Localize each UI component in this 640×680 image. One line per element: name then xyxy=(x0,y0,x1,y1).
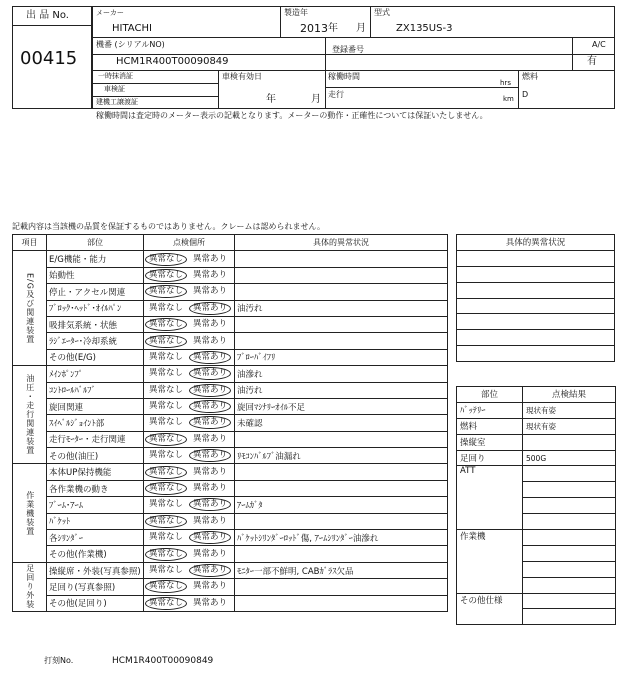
result-ng xyxy=(188,416,232,429)
disclaimer: 記載内容は当該機の品質を保証するものではありません。クレームは認められません。 xyxy=(12,222,325,231)
ok-label: 異常なし xyxy=(145,269,187,282)
part-header: 部位 xyxy=(457,387,523,403)
year-unit: 年 xyxy=(328,23,338,34)
year-label: 製造年 xyxy=(284,8,308,17)
expiry-month-unit: 月 xyxy=(311,94,321,105)
ng-label: 異常あり xyxy=(189,498,231,511)
result-ng xyxy=(188,254,232,265)
ok-label: 異常なし xyxy=(149,351,184,362)
ng-label: 異常あり xyxy=(189,302,231,315)
model-label: 型式 xyxy=(374,8,390,17)
result-ok xyxy=(144,499,188,510)
detail-text: ﾌﾞﾛｰﾊﾞｲﾌﾘ xyxy=(235,349,448,365)
year-value: 2013 xyxy=(300,22,328,35)
result-ng xyxy=(188,351,232,364)
result-ng xyxy=(188,336,232,347)
stamp-value: HCM1R400T00090849 xyxy=(112,656,214,666)
result-part: 操縦室 xyxy=(457,434,523,450)
detail-text xyxy=(235,431,448,447)
category-label: E/G及び関連装置 xyxy=(13,251,47,366)
part-name: その他(油圧) xyxy=(47,448,144,464)
detail-text xyxy=(235,513,448,529)
ng-label: 異常あり xyxy=(193,253,228,264)
detail-text xyxy=(235,333,448,349)
check-result xyxy=(144,497,235,513)
detail-text: 油汚れ xyxy=(235,382,448,398)
result-header-row xyxy=(457,387,616,403)
ng-label: 異常あり xyxy=(189,367,231,380)
ng-label: 異常あり xyxy=(193,597,228,608)
att-label: ATT xyxy=(457,466,523,530)
blank-cell xyxy=(523,498,616,514)
hours-note: 稼働時間は査定時のメーター表示の記載となります。メーターの動作・正確性については保証いたしません。 xyxy=(96,111,488,120)
result-ng xyxy=(188,270,232,281)
inspection-row xyxy=(13,579,448,595)
result-ng xyxy=(188,467,232,478)
check-result xyxy=(144,333,235,349)
part-name: ﾌﾞｰﾑ･ｱｰﾑ xyxy=(47,497,144,513)
detail-text xyxy=(235,267,448,283)
part-name: 操縦席・外装(写真参照) xyxy=(47,562,144,578)
category-label: 油圧・走行関連装置 xyxy=(13,366,47,464)
result-ok xyxy=(144,548,188,561)
hrs-unit: hrs xyxy=(500,79,511,87)
result-part: ﾊﾞｯﾃﾘｰ xyxy=(457,402,523,418)
ng-label: 異常あり xyxy=(193,515,228,526)
ok-label: 異常なし xyxy=(145,318,187,331)
result-ok xyxy=(144,368,188,379)
abnormal-header-row xyxy=(457,235,615,251)
result-row xyxy=(457,434,616,450)
check-result xyxy=(144,284,235,300)
blank-cell xyxy=(523,514,616,530)
ok-label: 異常なし xyxy=(149,450,184,461)
result-table xyxy=(456,386,616,625)
check-result xyxy=(144,530,235,546)
blank-cell xyxy=(457,314,615,330)
result-value: 現状有姿 xyxy=(523,402,616,418)
result-ng xyxy=(188,400,232,413)
inspection-row xyxy=(13,497,448,513)
ok-label: 異常なし xyxy=(145,466,187,479)
result-ng xyxy=(188,581,232,592)
inspection-table xyxy=(12,234,448,612)
blank-cell xyxy=(523,609,616,625)
month-unit: 月 xyxy=(356,23,366,34)
result-ok xyxy=(144,580,188,593)
detail-text xyxy=(235,316,448,332)
check-result xyxy=(144,513,235,529)
lot-label: 出 品 No. xyxy=(26,10,69,21)
part-name: ｽｲﾍﾞﾙｼﾞｮｲﾝﾄ部 xyxy=(47,415,144,431)
check-result xyxy=(144,415,235,431)
abnormal-blank-row xyxy=(457,314,615,330)
result-ok xyxy=(144,515,188,528)
blank-cell xyxy=(523,466,616,482)
check-result xyxy=(144,546,235,562)
blank-cell xyxy=(523,593,616,609)
other-spec-row xyxy=(457,593,616,609)
part-name: その他(作業機) xyxy=(47,546,144,562)
part-name: 本体UP保持機能 xyxy=(47,464,144,480)
km-unit: km xyxy=(503,95,514,103)
ok-label: 異常なし xyxy=(145,335,187,348)
ng-label: 異常あり xyxy=(189,449,231,462)
result-ok xyxy=(144,433,188,446)
check-result xyxy=(144,251,235,267)
blank-cell xyxy=(523,577,616,593)
expiry-year-unit: 年 xyxy=(266,94,276,105)
detail-text xyxy=(235,251,448,267)
abnormal-blank-row xyxy=(457,298,615,314)
other-spec-label: その他仕様 xyxy=(457,593,523,625)
result-value xyxy=(523,434,616,450)
detail-text: ﾊﾞｹｯﾄｼﾘﾝﾀﾞｰﾛｯﾄﾞ傷, ｱｰﾑｼﾘﾝﾀﾞｰ油滲れ xyxy=(235,530,448,546)
ng-label: 異常あり xyxy=(193,335,228,346)
result-header: 点検結果 xyxy=(523,387,616,403)
check-result xyxy=(144,349,235,365)
result-ok xyxy=(144,565,188,576)
result-ng xyxy=(188,319,232,330)
check-result xyxy=(144,366,235,382)
result-ng xyxy=(188,564,232,577)
inspection-row xyxy=(13,300,448,316)
detail-text xyxy=(235,546,448,562)
ng-label: 異常あり xyxy=(193,483,228,494)
abnormal-blank-row xyxy=(457,346,615,362)
inspection-row xyxy=(13,333,448,349)
detail-text xyxy=(235,284,448,300)
part-name: その他(足回り) xyxy=(47,595,144,611)
work-machine-label: 作業機 xyxy=(457,530,523,594)
mileage-label: 走行 xyxy=(328,90,344,99)
check-result xyxy=(144,448,235,464)
maker-label: メーカー xyxy=(96,9,124,17)
result-part: 足回り xyxy=(457,450,523,466)
detail-text: ｱｰﾑｶﾞﾀ xyxy=(235,497,448,513)
inspection-row xyxy=(13,464,448,480)
inspection-row xyxy=(13,546,448,562)
check-result xyxy=(144,595,235,611)
part-name: 各作業機の動き xyxy=(47,480,144,496)
detail-text xyxy=(235,464,448,480)
ok-label: 異常なし xyxy=(145,433,187,446)
part-name: ﾗｼﾞｴｰﾀｰ･冷却系統 xyxy=(47,333,144,349)
ac-value: 有 xyxy=(587,56,597,67)
maker-value: HITACHI xyxy=(112,23,152,34)
detail-text: 未確認 xyxy=(235,415,448,431)
ok-label: 異常なし xyxy=(149,401,184,412)
ng-label: 異常あり xyxy=(193,548,228,559)
category-label: 作業機装置 xyxy=(13,464,47,562)
header-part: 部位 xyxy=(47,235,144,251)
category-label: 足回り外装 xyxy=(13,562,47,611)
lot-number: 00415 xyxy=(20,48,78,69)
inspection-row xyxy=(13,316,448,332)
result-ok xyxy=(144,482,188,495)
result-ng xyxy=(188,384,232,397)
result-ok xyxy=(144,253,188,266)
inspection-cert-label: 車検証 xyxy=(104,85,125,93)
detail-text: ﾘﾓｺﾝﾊﾞﾙﾌﾞ油漏れ xyxy=(235,448,448,464)
inspection-row xyxy=(13,284,448,300)
abnormal-table xyxy=(456,234,615,362)
blank-cell xyxy=(457,250,615,266)
inspection-row xyxy=(13,595,448,611)
fuel-value: D xyxy=(522,90,529,99)
check-result xyxy=(144,300,235,316)
ng-label: 異常あり xyxy=(189,400,231,413)
ok-label: 異常なし xyxy=(145,515,187,528)
result-ng xyxy=(188,302,232,315)
part-name: ｺﾝﾄﾛｰﾙﾊﾞﾙﾌﾞ xyxy=(47,382,144,398)
ok-label: 異常なし xyxy=(149,368,184,379)
result-ok xyxy=(144,269,188,282)
part-name: ﾌﾞﾛｯｸ･ﾍｯﾄﾞ･ｵｲﾙﾊﾟﾝ xyxy=(47,300,144,316)
serial-value: HCM1R400T00090849 xyxy=(116,56,229,67)
ng-label: 異常あり xyxy=(189,564,231,577)
inspection-row xyxy=(13,349,448,365)
check-result xyxy=(144,464,235,480)
ng-label: 異常あり xyxy=(189,416,231,429)
result-value: 500G xyxy=(523,450,616,466)
detail-text: ﾓﾆﾀｰ一部不鮮明, CABｶﾞﾗｽ欠品 xyxy=(235,562,448,578)
result-ng xyxy=(188,286,232,297)
check-result xyxy=(144,398,235,414)
result-ng xyxy=(188,434,232,445)
check-result xyxy=(144,480,235,496)
detail-text: 旋回ﾏｼﾅﾘｰｵｲﾙ不足 xyxy=(235,398,448,414)
part-name: 走行ﾓｰﾀｰ・走行関連 xyxy=(47,431,144,447)
ok-label: 異常なし xyxy=(145,253,187,266)
ng-label: 異常あり xyxy=(189,351,231,364)
blank-cell xyxy=(457,346,615,362)
abnormal-blank-row xyxy=(457,330,615,346)
part-name: ﾊﾞｹｯﾄ xyxy=(47,513,144,529)
inspection-expiry-label: 車検有効日 xyxy=(222,72,262,81)
inspection-header-row xyxy=(13,235,448,251)
result-ok xyxy=(144,352,188,363)
ok-label: 異常なし xyxy=(145,285,187,298)
result-ok xyxy=(144,285,188,298)
result-ng xyxy=(188,367,232,380)
inspection-row xyxy=(13,431,448,447)
blank-cell xyxy=(457,266,615,282)
check-result xyxy=(144,562,235,578)
part-name: その他(E/G) xyxy=(47,349,144,365)
result-part: 燃料 xyxy=(457,418,523,434)
header-detail: 具体的異常状況 xyxy=(235,235,448,251)
result-ok xyxy=(144,303,188,314)
detail-text: 油汚れ xyxy=(235,300,448,316)
part-name: 始動性 xyxy=(47,267,144,283)
inspection-row xyxy=(13,382,448,398)
inspection-row xyxy=(13,415,448,431)
ok-label: 異常なし xyxy=(149,565,184,575)
inspection-row xyxy=(13,448,448,464)
result-row xyxy=(457,402,616,418)
blank-cell xyxy=(457,298,615,314)
ok-label: 異常なし xyxy=(149,532,184,543)
serial-label: 機番 (シリアルNO) xyxy=(96,40,165,49)
registration-label: 登録番号 xyxy=(332,45,364,54)
check-result xyxy=(144,267,235,283)
inspection-row xyxy=(13,513,448,529)
ng-label: 異常あり xyxy=(193,466,228,477)
blank-cell xyxy=(457,330,615,346)
ok-label: 異常なし xyxy=(149,499,184,510)
abnormal-blank-row xyxy=(457,266,615,282)
blank-cell xyxy=(523,482,616,498)
result-ok xyxy=(144,597,188,610)
result-ok xyxy=(144,385,188,396)
check-result xyxy=(144,431,235,447)
result-ok xyxy=(144,532,188,543)
result-ok xyxy=(144,335,188,348)
result-ok xyxy=(144,318,188,331)
ng-label: 異常あり xyxy=(193,286,228,297)
abnormal-blank-row xyxy=(457,282,615,298)
ng-label: 異常あり xyxy=(193,319,228,330)
result-ng xyxy=(188,449,232,462)
work-machine-row xyxy=(457,530,616,546)
result-ok xyxy=(144,401,188,412)
ok-label: 異常なし xyxy=(145,548,187,561)
inspection-row xyxy=(13,530,448,546)
ng-label: 異常あり xyxy=(193,269,228,280)
result-ng xyxy=(188,498,232,511)
blank-cell xyxy=(523,545,616,561)
inspection-row xyxy=(13,398,448,414)
result-ng xyxy=(188,598,232,609)
blank-cell xyxy=(523,561,616,577)
inspection-row xyxy=(13,251,448,267)
result-ng xyxy=(188,549,232,560)
header-item: 項目 xyxy=(13,235,47,251)
result-value: 現状有姿 xyxy=(523,418,616,434)
ok-label: 異常なし xyxy=(149,384,184,395)
header-checkpoint: 点検個所 xyxy=(144,235,235,251)
result-ng xyxy=(188,516,232,527)
result-ok xyxy=(144,466,188,479)
result-ng xyxy=(188,531,232,544)
detail-text xyxy=(235,579,448,595)
inspection-row xyxy=(13,480,448,496)
check-result xyxy=(144,579,235,595)
model-value: ZX135US-3 xyxy=(396,23,453,34)
part-name: 停止・アクセル関連 xyxy=(47,284,144,300)
ok-label: 異常なし xyxy=(145,482,187,495)
acquisition-cert-label: 建機工譲渡証 xyxy=(96,98,138,106)
ok-label: 異常なし xyxy=(149,302,184,313)
result-ng xyxy=(188,483,232,494)
ng-label: 異常あり xyxy=(189,384,231,397)
part-name: 旋回関連 xyxy=(47,398,144,414)
temp-permit-label: 一時抹消証 xyxy=(98,72,133,80)
inspection-row xyxy=(13,562,448,578)
result-ok xyxy=(144,417,188,428)
check-result xyxy=(144,316,235,332)
detail-text: 油滲れ xyxy=(235,366,448,382)
abnormal-header: 具体的異常状況 xyxy=(457,235,615,251)
part-name: E/G機能・能力 xyxy=(47,251,144,267)
ok-label: 異常なし xyxy=(149,417,184,428)
blank-cell xyxy=(523,530,616,546)
ok-label: 異常なし xyxy=(145,580,187,593)
ng-label: 異常あり xyxy=(189,531,231,544)
part-name: ﾒｲﾝﾎﾟﾝﾌﾟ xyxy=(47,366,144,382)
stamp-label: 打刻No. xyxy=(44,656,74,665)
part-name: 足回り(写真参照) xyxy=(47,579,144,595)
blank-cell xyxy=(457,282,615,298)
inspection-row xyxy=(13,267,448,283)
ng-label: 異常あり xyxy=(193,581,228,592)
att-row xyxy=(457,466,616,482)
detail-text xyxy=(235,480,448,496)
abnormal-blank-row xyxy=(457,250,615,266)
ac-label: A/C xyxy=(592,40,606,49)
part-name: 吸排気系統・状態 xyxy=(47,316,144,332)
result-ok xyxy=(144,450,188,461)
fuel-label: 燃料 xyxy=(522,72,538,81)
result-row xyxy=(457,450,616,466)
hours-label: 稼働時間 xyxy=(328,72,360,81)
check-result xyxy=(144,382,235,398)
part-name: 各ｼﾘﾝﾀﾞｰ xyxy=(47,530,144,546)
detail-text xyxy=(235,595,448,611)
inspection-row xyxy=(13,366,448,382)
ng-label: 異常あり xyxy=(193,433,228,444)
result-row xyxy=(457,418,616,434)
ok-label: 異常なし xyxy=(145,597,187,610)
